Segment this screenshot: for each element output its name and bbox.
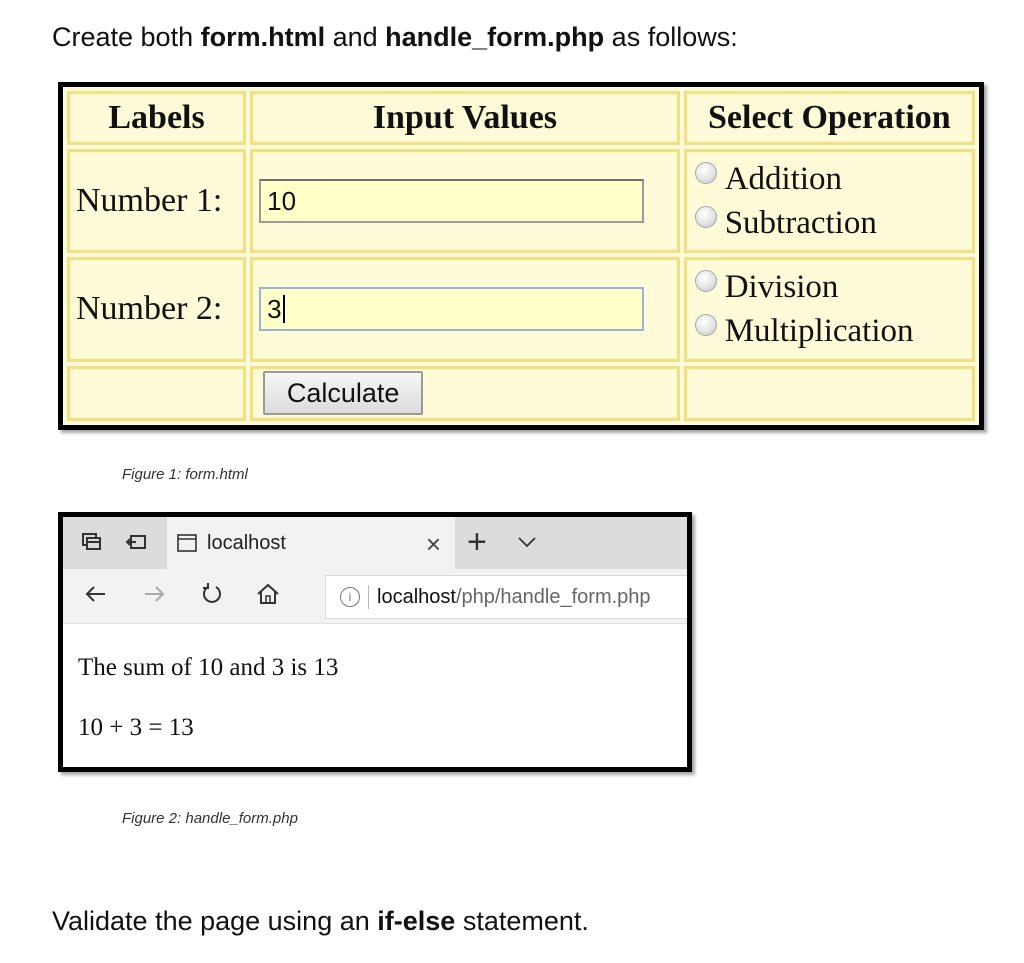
number1-label: Number 1: [67, 149, 246, 253]
header-input-values: Input Values [250, 91, 680, 145]
empty-cell-right [684, 366, 975, 421]
outro-pre: Validate the page using an [52, 906, 378, 936]
tab-title: localhost [207, 531, 286, 554]
number1-row [67, 149, 975, 253]
multiplication-radio[interactable] [695, 314, 717, 336]
multiplication-label: Multiplication [724, 313, 914, 350]
intro-pre: Create both [52, 22, 201, 52]
page-icon [177, 534, 197, 552]
text-caret [283, 295, 285, 323]
outro-text [52, 906, 589, 937]
intro-file2: handle_form.php [385, 22, 605, 52]
figure1-caption: Figure 1: form.html [122, 466, 248, 483]
intro-post: as follows: [604, 22, 738, 52]
home-icon[interactable] [255, 581, 281, 614]
header-select-operation: Select Operation [684, 91, 975, 145]
page-content [63, 624, 687, 742]
refresh-icon[interactable] [199, 581, 225, 614]
form-table [63, 87, 979, 425]
tab-set-aside-icon[interactable] [81, 531, 103, 553]
number2-value: 3 [267, 293, 282, 324]
new-tab-icon[interactable]: + [467, 523, 487, 561]
number1-input[interactable] [259, 179, 644, 223]
number2-input[interactable] [259, 287, 644, 331]
tab-bar [63, 517, 687, 569]
addition-option[interactable] [693, 157, 966, 201]
multiplication-option[interactable] [693, 309, 966, 353]
calculate-cell [250, 366, 680, 421]
address-separator [368, 585, 369, 609]
result-equation: 10 + 3 = 13 [78, 714, 194, 741]
subtraction-label: Subtraction [724, 205, 877, 242]
empty-cell-left [67, 366, 246, 421]
operations-cell-2 [684, 257, 975, 361]
number1-value: 10 [267, 185, 297, 216]
number1-cell [250, 149, 680, 253]
button-row [67, 366, 975, 421]
address-path: /php/handle_form.php [455, 585, 651, 608]
header-row [67, 91, 975, 145]
intro-text [52, 22, 738, 53]
division-radio[interactable] [695, 270, 717, 292]
subtraction-option[interactable] [693, 201, 966, 245]
addition-label: Addition [724, 161, 843, 198]
result-sentence: The sum of 10 and 3 is 13 [78, 654, 339, 681]
figure2-caption: Figure 2: handle_form.php [122, 810, 298, 827]
browser-figure [58, 512, 692, 772]
address-bar[interactable] [325, 575, 687, 619]
close-icon[interactable]: × [425, 529, 441, 559]
address-host: localhost [377, 585, 456, 608]
outro-post: statement. [455, 906, 589, 936]
division-option[interactable] [693, 265, 966, 309]
number2-cell [250, 257, 680, 361]
subtraction-radio[interactable] [695, 206, 717, 228]
operations-cell-1 [684, 149, 975, 253]
tab-restore-icon[interactable] [125, 531, 147, 553]
back-icon[interactable] [83, 581, 109, 614]
form-figure [58, 82, 984, 430]
chevron-down-icon[interactable] [517, 529, 537, 555]
intro-mid: and [325, 22, 386, 52]
outro-keyword: if-else [377, 906, 456, 936]
forward-icon[interactable] [141, 581, 167, 614]
calculate-button[interactable]: Calculate [263, 371, 423, 415]
number2-label: Number 2: [67, 257, 246, 361]
browser-tab[interactable] [167, 517, 455, 569]
intro-file1: form.html [200, 22, 326, 52]
header-labels: Labels [67, 91, 246, 145]
number2-row [67, 257, 975, 361]
navigation-bar [63, 569, 687, 624]
info-icon[interactable]: i [340, 587, 360, 607]
addition-radio[interactable] [695, 162, 717, 184]
division-label: Division [724, 269, 839, 306]
